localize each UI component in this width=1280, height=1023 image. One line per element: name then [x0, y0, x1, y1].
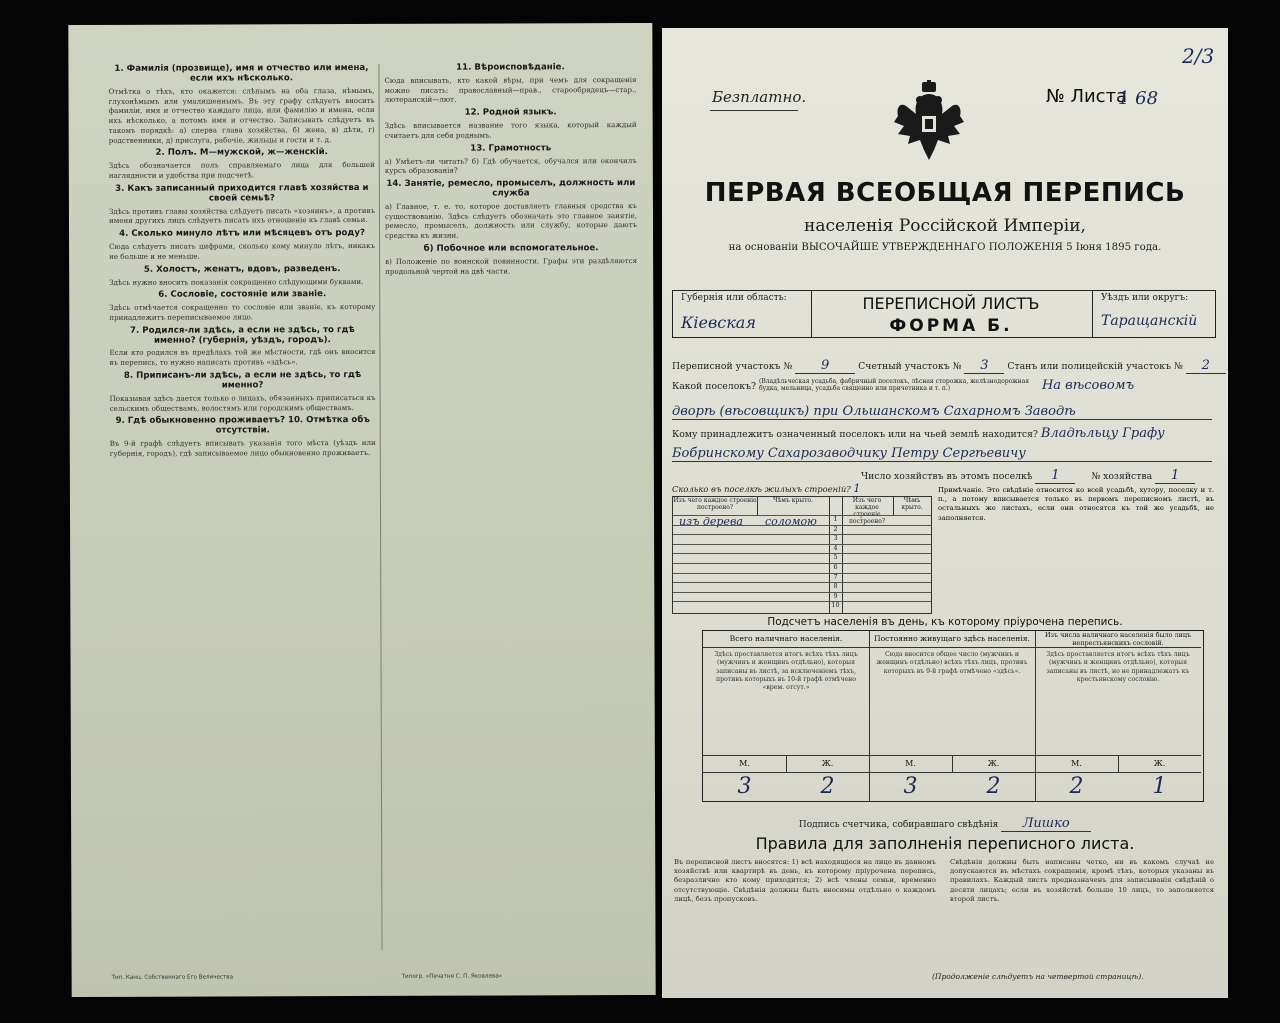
- pop-col-present-m-value[interactable]: 3: [737, 774, 752, 799]
- pop-col-permanent-m-value[interactable]: 3: [903, 774, 918, 799]
- col1-heading-2: 2. Полъ. М—мужской, ж—женскій.: [155, 147, 328, 159]
- pop-col-nonpeasant-head: Изъ числа наличнаго населенія было лицъ непрестьянскихъ сословій.: [1035, 631, 1201, 648]
- sheet-number-label: № Листа: [1046, 86, 1128, 107]
- sheet-form: ФОРМА Б.: [889, 316, 1013, 336]
- dwelling-roof-value[interactable]: соломою: [765, 515, 817, 528]
- dwelling-row-line: [673, 592, 931, 593]
- pop-col-nonpeasant-f-value[interactable]: 1: [1152, 774, 1167, 799]
- households-label: Число хозяйствъ въ этомъ поселкѣ: [860, 471, 1033, 482]
- dwelling-material-value[interactable]: изъ дерева: [679, 515, 743, 528]
- col1-text-5: Здѣсь нужно вносить показанія сокращенно слѣдующими буквами.: [109, 276, 364, 287]
- dwellings-label: Сколько въ поселкѣ жилыхъ строеній?: [672, 484, 851, 494]
- dwelling-row-number: 2: [833, 524, 838, 533]
- dwelling-row-line: [673, 582, 931, 583]
- continuation-note: (Продолженіе слѣдуетъ на четвертой страницѣ).: [932, 972, 1144, 981]
- dwelling-row-number: 10: [831, 601, 840, 610]
- free-underline: [710, 110, 798, 111]
- sheet-number-value: 1 68: [1118, 88, 1159, 109]
- pop-col-nonpeasant: [1035, 631, 1201, 801]
- left-page: [68, 23, 655, 997]
- left-column-1: [108, 60, 377, 957]
- dwelling-row-line: [673, 553, 931, 554]
- pop-col-permanent-head: Постоянно живущаго здѣсь населенія.: [869, 631, 1035, 648]
- population-count-heading: Подсчетъ населенія въ день, къ которому пріурочена перепись.: [767, 616, 1123, 628]
- left-column-2: [384, 59, 639, 956]
- col2-heading-1: 11. Вѣроисповѣданіе.: [456, 62, 565, 73]
- dwelling-row-line: [673, 573, 931, 574]
- household-no-value[interactable]: 1: [1155, 468, 1195, 484]
- households-value[interactable]: 1: [1035, 468, 1075, 484]
- pop-col-present: [703, 631, 870, 801]
- pop-col-present-f-label: Ж.: [786, 755, 869, 773]
- county-label: Уѣздъ или округъ:: [1101, 293, 1189, 303]
- settlement-row: [672, 378, 1216, 393]
- col1-text-1: Отмѣтка о тѣхъ, кто окажется: слѣпымъ на оба глаза, нѣмымъ, глухонѣмымъ или умалишеннымъ. Въ эту графу слѣдуетъ вносить фамиліи, имя и отчество каждаго лица, или фамилію и имена, если ихъ нѣсколько, а потомъ имя и отчество. Записывать слѣдуетъ въ такомъ порядкѣ: а) сперва глава хозяйства, б) жена, в) дѣти, г) родственники, д) прислуга, рабочіе, жильцы и гости и т. д.: [108, 85, 375, 145]
- settlement-row-2: [672, 404, 1216, 420]
- dwelling-roof-header-1: Чѣмъ крыто.: [757, 497, 830, 515]
- signature-label: Подпись счетчика, собиравшаго свѣдѣнія: [798, 820, 999, 830]
- settlement-value-2[interactable]: дворѣ (вѣсовщикъ) при Ольшанскомъ Сахарномъ Заводѣ: [672, 404, 1212, 420]
- form-title: ПЕРВАЯ ВСЕОБЩАЯ ПЕРЕПИСЬ: [704, 178, 1186, 208]
- dwelling-row-number: 4: [833, 543, 838, 552]
- col2-heading-2: 12. Родной языкъ.: [464, 107, 557, 118]
- pop-col-present-desc: Здѣсь проставляется итогъ всѣхъ тѣхъ лицъ (мужчинъ и женщинъ отдѣльно), которыя записаны въ листѣ, за исключеніемъ тѣхъ, противъ которыхъ въ 10-й графѣ отмѣчено «врем. отсут.»: [714, 651, 858, 692]
- col2-text-2: Здѣсь вписывается название того языка, который каждый считаетъ для себя роднымъ.: [384, 120, 637, 140]
- form-subtitle: населенія Россійской Имперіи,: [804, 216, 1086, 236]
- census-district-value[interactable]: 9: [795, 358, 855, 374]
- col2-text-1: Сюда вписывать, кто какой вѣры, при чемъ для сокращенія можно писать: православный—прав., старообрядецъ—стар., лютеранскій—лют.: [384, 74, 637, 105]
- enumerator-signature-row: [662, 816, 1228, 832]
- pop-col-nonpeasant-desc: Здѣсь проставляется итогъ всѣхъ тѣхъ лицъ (мужчинъ и женщинъ отдѣльно), которыя записаны въ листѣ, но не принадлежатъ къ крестьянскому сословію.: [1046, 651, 1190, 684]
- col2-text-4: а) Главное, т. е. то, которое доставляетъ главныя средства къ существованію. Здѣсь слѣдуетъ обозначать это главное занятіе, ремесло, промыселъ, должность или службу, которые даютъ средства къ жизни.: [384, 200, 638, 241]
- dwelling-row-number: 9: [833, 591, 838, 600]
- counting-district-label: Счетный участокъ №: [858, 361, 962, 372]
- col2-text-3: а) Умѣетъ-ли читать? б) Гдѣ обучается, обучался или окончилъ курсъ образованія?: [384, 155, 637, 176]
- county-value: Таращанскій: [1101, 313, 1198, 329]
- col1-heading-1: 1. Фамилія (прозвище), имя и отчество или имена, если ихъ нѣсколько.: [114, 62, 369, 84]
- pop-col-permanent-f-value[interactable]: 2: [986, 774, 1001, 799]
- dwelling-row-number: 6: [833, 563, 838, 571]
- printer-footer-right: Типогр. «Печатня С. П. Яковлева»: [401, 973, 503, 980]
- sheet-title: ПЕРЕПИСНОЙ ЛИСТЪ: [862, 294, 1040, 313]
- settlement-value-1[interactable]: На вѣсовомъ: [1041, 378, 1135, 393]
- police-district-value[interactable]: 2: [1186, 358, 1226, 374]
- pop-col-permanent-f-label: Ж.: [952, 755, 1035, 773]
- rules-heading: Правила для заполненія переписного листа.: [755, 834, 1135, 853]
- col1-text-3: Здѣсь противъ главы хозяйства слѣдуетъ писать «хозяинъ», а противъ имени другихъ лицъ слѣдуетъ писать ихъ отношеніе къ главѣ семьи.: [108, 205, 375, 226]
- col1-text-8: Показывая здѣсь дается только о лицахъ, обязанныхъ приписаться къ сельскимъ обществамъ, волостямъ или городскимъ обществамъ.: [109, 392, 376, 413]
- owner-row-2: [672, 446, 1216, 462]
- pop-col-nonpeasant-m-value[interactable]: 2: [1069, 774, 1084, 799]
- owner-value-1[interactable]: Владѣльцу Графу: [1040, 426, 1165, 441]
- dwelling-row-number: 7: [833, 572, 838, 581]
- census-form-page: [662, 28, 1228, 998]
- col2-heading-4: 14. Занятіе, ремесло, промыселъ, должность или служба: [386, 178, 636, 199]
- rules-column-2: Свѣдѣнія должны быть написаны четко, ни въ какомъ случаѣ не допускаются въ мѣстахъ сокращенія, кромѣ тѣхъ, которыя указаны въ правилахъ. Каждый листъ предназначенъ для записыванія свѣдѣній о десяти лицахъ; если въ хозяйствѣ больше 10 лицъ, то заполняется второй листъ.: [950, 858, 1214, 903]
- col1-heading-8: 8. Приписанъ-ли здѣсь, а если не здѣсь, то гдѣ именно?: [123, 370, 362, 391]
- printer-footer-left: Тип. Канц. Собственнаго Его Величества: [111, 974, 234, 981]
- rules-column-1: Въ переписной листъ вносятся: 1) всѣ находящіеся на лицо въ данномъ хозяйствѣ или квартирѣ въ день, къ которому пріурочена перепись, безразлично кто кому приходится; 2) всѣ члены семьи, временно отсутствующіе. Свѣдѣнія должны быть вносимы отдѣльно о каждомъ лицѣ, безъ пропусковъ.: [674, 858, 936, 903]
- pop-col-permanent-desc: Сюда вносится общее число (мужчинъ и женщинъ отдѣльно) всѣхъ тѣхъ лицъ, противъ которыхъ въ 9-й графѣ отмѣчено «здѣсь».: [876, 651, 1028, 675]
- col1-heading-7: 7. Родился-ли здѣсь, а если не здѣсь, то гдѣ именно? (губернія, уѣздъ, городъ).: [130, 324, 355, 346]
- col1-heading-6: 6. Сословіе, состояніе или званіе.: [158, 289, 327, 300]
- settlement-label: Какой поселокъ?: [672, 381, 757, 392]
- col1-heading-3: 3. Какъ записанный приходится главѣ хозяйства и своей семьѣ?: [115, 182, 369, 204]
- column-divider: [378, 64, 382, 950]
- pop-col-permanent-m-label: М.: [869, 755, 953, 773]
- dwelling-material-header-1: Изъ чего каждое строеніе построено?: [673, 497, 758, 515]
- dwelling-row-line: [673, 544, 931, 545]
- dwelling-row-line: [673, 534, 931, 535]
- dwelling-roof-header-2: Чѣмъ крыто.: [901, 497, 923, 511]
- dwellings-table: [672, 496, 932, 614]
- signature-value[interactable]: Лишко: [1001, 816, 1091, 832]
- dwelling-row-line: [673, 601, 931, 602]
- col1-heading-5: 5. Холостъ, женатъ, вдовъ, разведенъ.: [143, 263, 341, 275]
- owner-row: [672, 426, 1216, 441]
- dwelling-row-number: 3: [833, 534, 838, 543]
- col2-heading-3: 13. Грамотность: [470, 142, 552, 154]
- legal-basis: на основаніи ВЫСОЧАЙШЕ УТВЕРЖДЕННАГО ПОЛОЖЕНІЯ 5 Іюня 1895 года.: [728, 242, 1162, 253]
- free-label: Безплатно.: [712, 88, 807, 106]
- dwellings-note: Примѣчаніе. Это свѣдѣніе относится ко всей усадьбѣ, хутору, поселку и т. п., а потому вписывается только въ первомъ переписномъ листѣ, въ остальныхъ же листахъ, если они относятся къ той же усадьбѣ, не заполняется.: [938, 486, 1214, 522]
- col1-text-6: Здѣсь отмѣчается сокращенно то сословіе или званіе, къ которому принадлежитъ переписываемое лицо.: [109, 302, 376, 322]
- dwelling-row-number: 8: [833, 582, 838, 591]
- col1-text-9: Въ 9-й графѣ слѣдуетъ вписывать указанія того мѣста (уѣздъ или губернія, городъ), гдѣ записываемое лицо обыкновенно проживаетъ.: [109, 438, 376, 458]
- settlement-hint: (Владѣльческая усадьба, фабричный поселокъ, лѣсная сторожка, желѣзнодорожная будка, мельница, усадьба священно или причетника и т. п.): [758, 378, 1030, 393]
- col1-text-4: Сюда слѣдуетъ писать цифрами, сколько кому минуло лѣтъ, никакъ не больше и не меньше.: [109, 241, 376, 261]
- dwelling-row-line: [673, 563, 931, 564]
- province-value: Кіевская: [681, 313, 756, 332]
- pop-col-present-m-label: М.: [703, 755, 787, 773]
- col2-heading-5: б) Побочное или вспомогательное.: [423, 243, 599, 254]
- dwelling-material-header-2: Изъ чего каждое построено?: [841, 497, 894, 515]
- household-no-label: № хозяйства: [1091, 471, 1153, 482]
- pop-col-present-f-value[interactable]: 2: [820, 774, 835, 799]
- owner-label: Кому принадлежитъ означенный поселокъ или на чьей землѣ находится?: [672, 429, 1038, 440]
- col1-heading-9: 9. Гдѣ обыкновенно проживаетъ? 10. Отмѣтка объ отсутствіи.: [115, 415, 370, 436]
- owner-value-2[interactable]: Бобринскому Сахарозаводчику Петру Сергѣевичу: [672, 446, 1212, 462]
- police-district-label: Станъ или полицейскій участокъ №: [1007, 361, 1183, 372]
- pop-col-nonpeasant-f-label: Ж.: [1118, 755, 1201, 773]
- dwellings-value[interactable]: 1: [853, 482, 861, 495]
- dwelling-row-number: 1: [833, 515, 838, 523]
- col2-text-5: в) Положеніе по воинской повинности. Графы эти раздѣляются продольной чертой на двѣ части.: [385, 255, 638, 276]
- col1-text-7: Если кто родился въ предѣлахъ той же мѣстности, гдѣ онъ вносится въ перепись, то нужно написать противъ «здѣсь».: [109, 347, 376, 368]
- col1-heading-4: 4. Сколько минуло лѣтъ или мѣсяцевъ отъ роду?: [119, 228, 365, 240]
- province-label: Губернія или область:: [681, 293, 787, 303]
- pop-col-permanent: [869, 631, 1036, 801]
- pop-col-present-head: Всего наличнаго населенія.: [703, 631, 869, 648]
- district-row: [672, 358, 1216, 374]
- population-table: [702, 630, 1204, 802]
- province-box[interactable]: [672, 290, 812, 338]
- imperial-eagle-icon: [894, 80, 964, 164]
- census-district-label: Переписной участокъ №: [672, 361, 793, 372]
- dwelling-row-number: 5: [833, 553, 838, 562]
- county-box[interactable]: [1092, 290, 1216, 338]
- counting-district-value[interactable]: 3: [964, 358, 1004, 374]
- corner-handwritten-number: 2/3: [1182, 44, 1215, 68]
- col1-text-2: Здѣсь обозначается полъ справляемаго лица для большей наглядности и удобства при подсчетѣ.: [108, 160, 375, 180]
- pop-col-nonpeasant-m-label: М.: [1035, 755, 1119, 773]
